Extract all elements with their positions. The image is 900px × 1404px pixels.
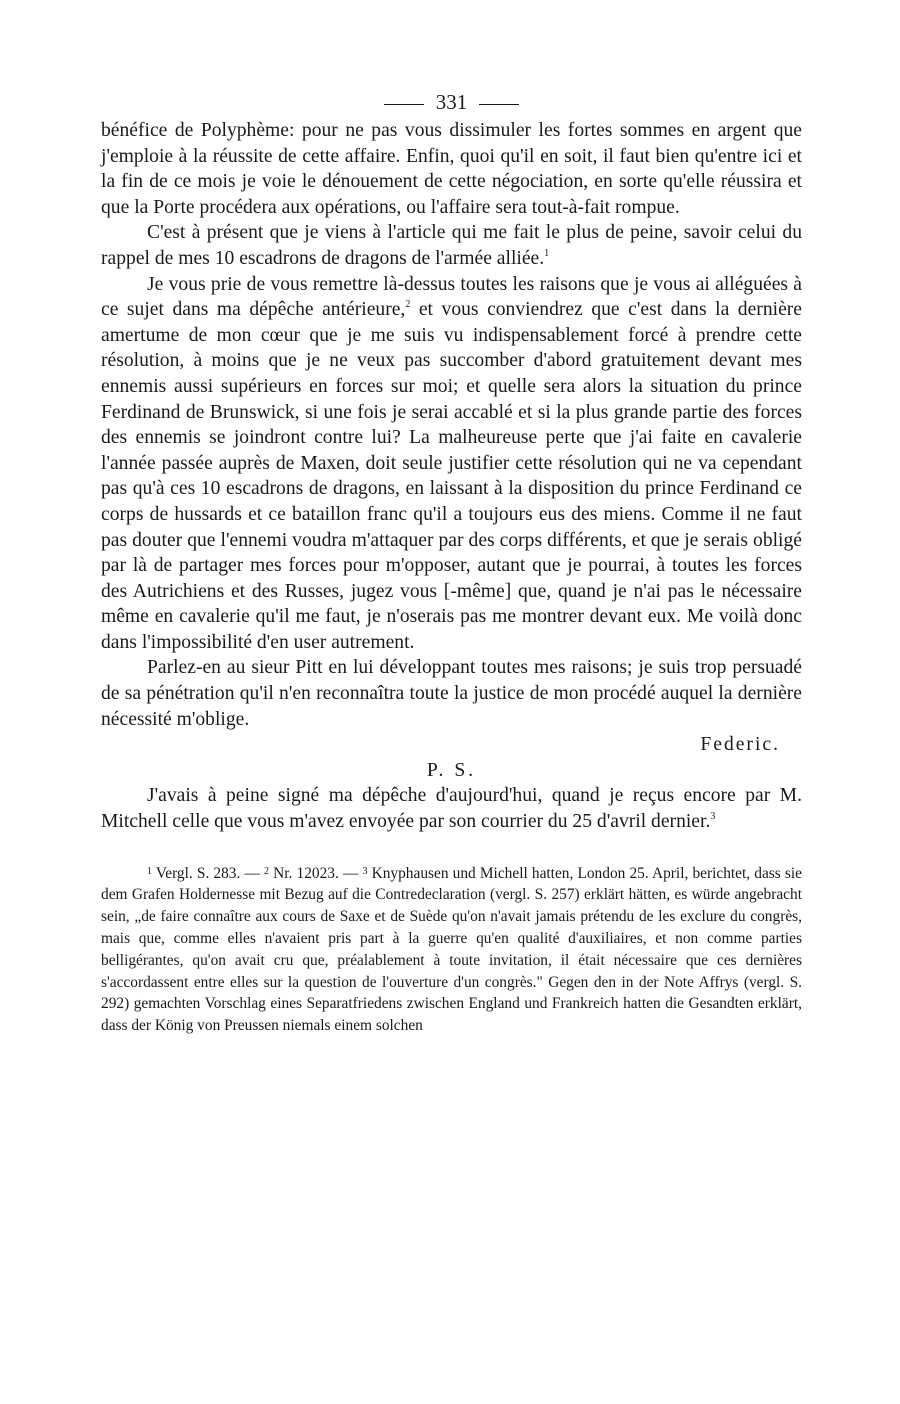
footnote-text-3: Knyphausen und Michell hatten, London 25. April, berichtet, dass sie dem Grafen Holdernesse mit Bezug auf die Contredeclaration (vergl. S. 257) erklärt hätten, es würde angebracht sein, „de faire connaître aux cours de Saxe et de Suède qu'on n'avait jamais prétendu de les exclure du congrès, mais que, comme elles n'avaient pris part à la guerre qu'en qualité d'auxiliaires, et non comme parties belligérantes, qu'on avait cru que, préalablement à toute invitation, il était nécessaire que ces dernières s'accordassent entre elles sur la question de l'ouverture d'un congrès." Gegen den in der Note Affrys (vergl. S. 292) gemachten Vorschlag eines Separatfriedens zwischen England und Frankreich hatten die Gesandten erklärt, dass der König von Preussen niemals einem solchen — [101, 864, 802, 1035]
postscript-heading: P. S. — [426, 759, 477, 781]
signature: Federic. — [700, 734, 780, 756]
page-number: 331 — [435, 90, 468, 114]
footnote-mark-1: 1 — [147, 865, 152, 877]
footnote-text-1: Vergl. S. 283. — — [152, 864, 264, 882]
footnote-mark-3: 3 — [362, 865, 368, 877]
footnote-ref-2: 2 — [405, 299, 411, 311]
paragraph-text: Je vous prie de vous remettre là-dessus toutes les raisons que je vous ai alléguées à ce sujet dans ma dépêche antérieure, — [101, 273, 802, 321]
footnote-block — [101, 863, 802, 1037]
header-rule-right — [479, 104, 519, 105]
letter-body — [101, 118, 802, 835]
document-page — [101, 86, 802, 1037]
paragraph-reasons — [101, 272, 802, 656]
paragraph-text: et vous conviendrez que c'est dans la dernière amertume de mon cœur que je me suis vu indispensablement forcé à prendre cette résolution, à moins que je ne veux pas succomber d'abord gratuitement devant mes ennemis aussi supérieurs en forces sur moi; et quelle sera alors la situation du prince Ferdinand de Brunswick, si une fois je serai accablé et si la plus grande partie des forces des ennemis se joindront contre lui? La malheureuse perte que j'ai faite en cavalerie l'année passée auprès de Maxen, doit seule justifier cette résolution qui ne va cependant pas qu'à ces 10 escadrons de dragons, en laissant à la disposition du prince Ferdinand ce corps de hussards et ce bataillon franc qu'il a toujours eus des miens. Comme il ne faut pas douter que l'ennemi voudra m'attaquer par des corps différents, et que je serais obligé par là de partager mes forces pour m'opposer, autant que je pourrai, à toutes les forces des Autrichiens et des Russes, jugez vous [-même] que, quand je n'ai pas le nécessaire même en cavalerie qu'il me faut, je n'oserais pas me montrer devant eux. Me voilà donc dans l'impossibilité d'en user autrement. — [101, 299, 802, 653]
paragraph-text: J'avais à peine signé ma dépêche d'aujourd'hui, quand je reçus encore par M. Mitchell celle que vous m'avez envoyée par son courrier du 25 d'avril dernier. — [101, 785, 802, 833]
paragraph-recall-dragoons — [101, 220, 802, 271]
header-rule-left — [384, 104, 424, 105]
footnote-ref-3: 3 — [710, 811, 716, 823]
paragraph-pitt: Parlez-en au sieur Pitt en lui développant toutes mes raisons; je suis trop persuadé de sa pénétration qu'il n'en reconnaîtra toute la justice de mon procédé auquel la dernière nécessité m'oblige. — [101, 657, 802, 730]
footnote-text-2: Nr. 12023. — — [269, 864, 363, 882]
footnotes — [101, 863, 802, 1037]
footnote-mark-2: 2 — [264, 865, 269, 877]
page-header — [101, 86, 802, 118]
paragraph-text: C'est à présent que je viens à l'article qui me fait le plus de peine, savoir celui du rappel de mes 10 escadrons de dragons de l'armée alliée. — [101, 222, 802, 269]
paragraph-continuation: bénéfice de Polyphème: pour ne pas vous dissimuler les fortes sommes en argent que j'emploie à la réussite de cette affaire. Enfin, quoi qu'il en soit, il faut bien qu'entre ici et la fin de ce mois je voie le dénouement de cette négociation, en sorte qu'elle réussira et que la Porte procédera aux opérations, ou l'affaire sera tout-à-fait rompue. — [101, 120, 802, 218]
paragraph-postscript — [101, 783, 802, 834]
footnote-ref-1: 1 — [544, 247, 550, 259]
